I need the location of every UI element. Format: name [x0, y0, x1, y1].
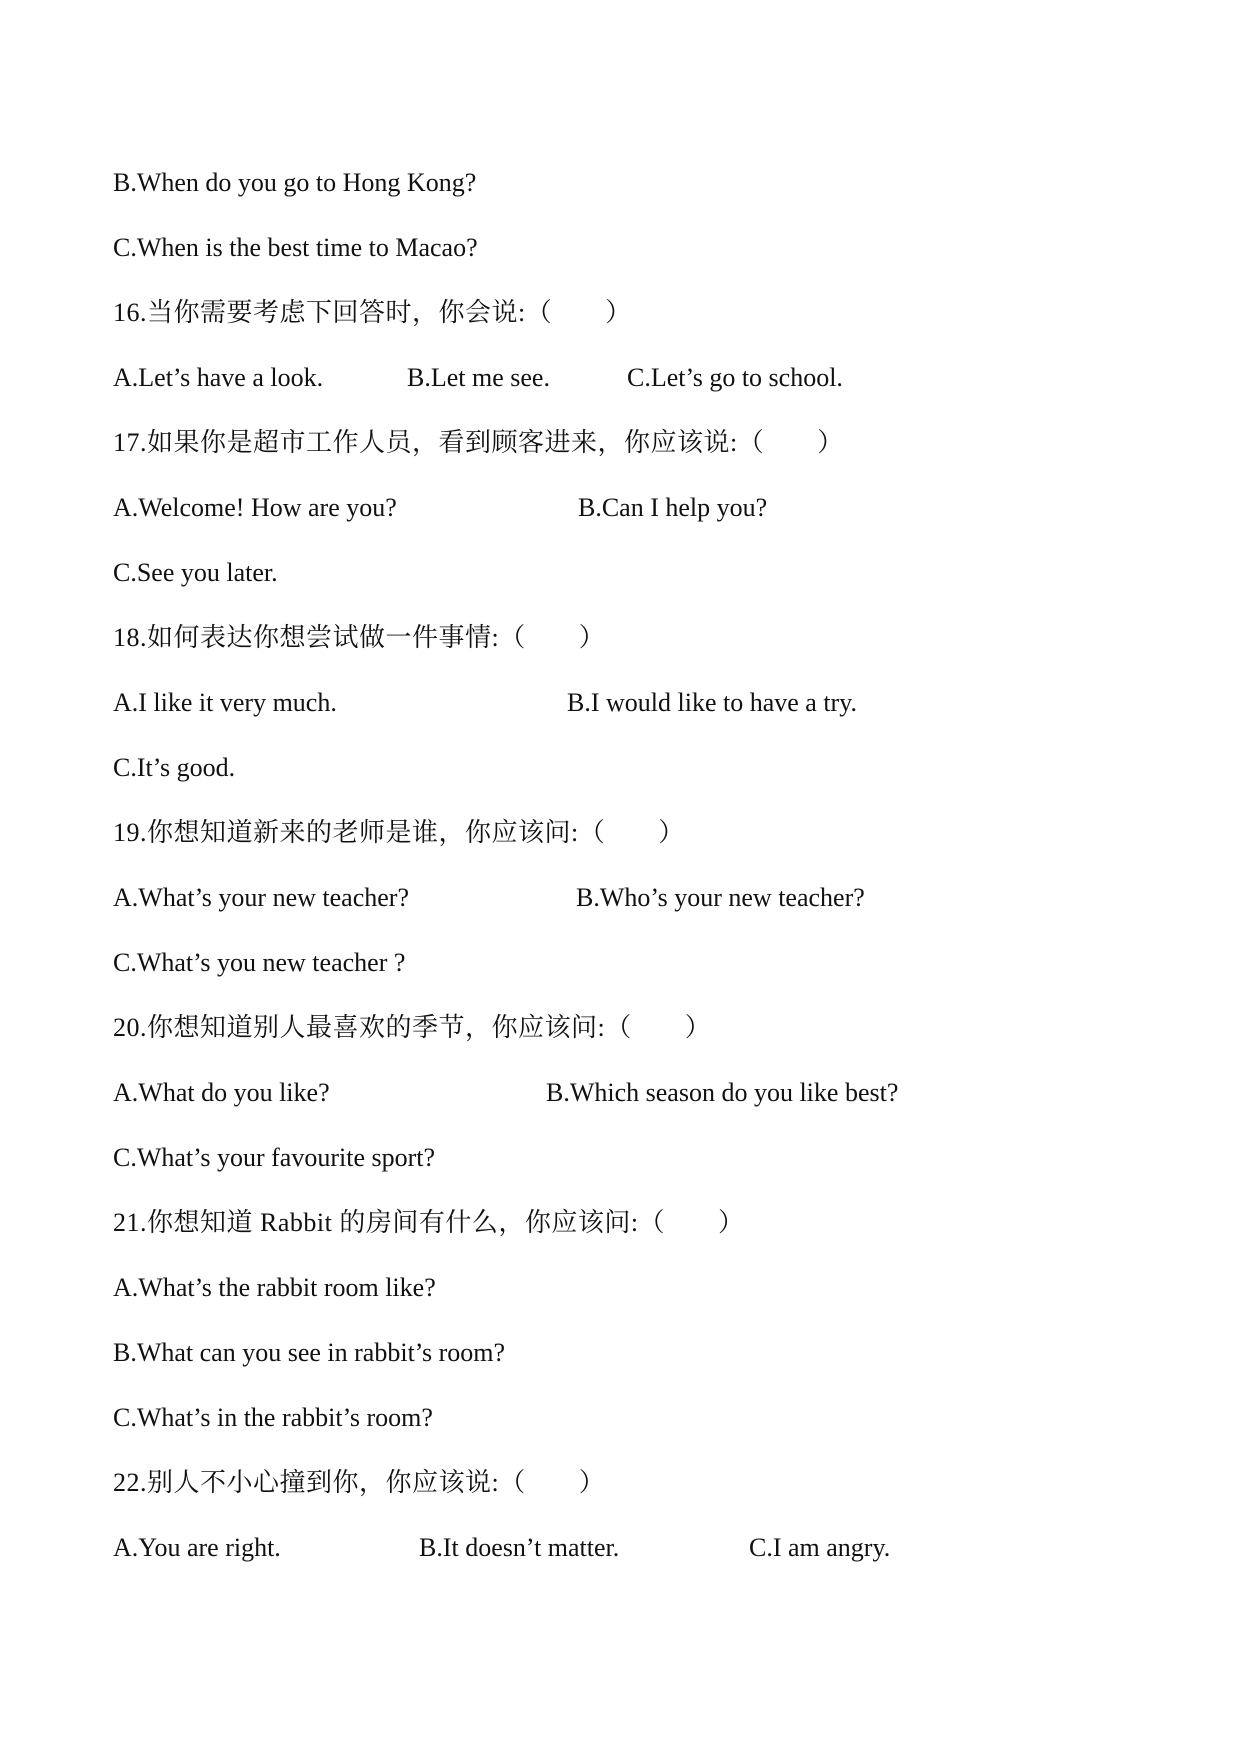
option-c-prev: C.When is the best time to Macao? — [113, 233, 478, 262]
option-b: B.Let me see. — [407, 363, 550, 392]
option-c: C.What’s your favourite sport? — [113, 1143, 436, 1172]
option-c: C.What’s in the rabbit’s room? — [113, 1403, 433, 1432]
option-c: C.It’s good. — [113, 753, 236, 782]
question-22-stem: 22.别人不小心撞到你，你应该说:（ ） — [113, 1468, 606, 1497]
option-c: C.See you later. — [113, 558, 278, 587]
question-20-stem: 20.你想知道别人最喜欢的季节，你应该问:（ ） — [113, 1013, 712, 1042]
question-19-stem: 19.你想知道新来的老师是谁，你应该问:（ ） — [113, 818, 685, 847]
option-a: A.What’s your new teacher? — [113, 883, 409, 912]
question-19-options — [113, 881, 1113, 915]
question-21-stem: 21.你想知道 Rabbit 的房间有什么，你应该问:（ ） — [113, 1208, 745, 1237]
option-b: B.I would like to have a try. — [567, 688, 858, 717]
option-b: B.Who’s your new teacher? — [576, 883, 865, 912]
question-16-stem: 16.当你需要考虑下回答时，你会说:（ ） — [113, 298, 632, 327]
option-a: A.Let’s have a look. — [113, 363, 324, 392]
option-c: C.Let’s go to school. — [627, 363, 843, 392]
question-20-options — [113, 1076, 1113, 1110]
question-17-stem: 17.如果你是超市工作人员，看到顾客进来，你应该说:（ ） — [113, 428, 844, 457]
option-b: B.What can you see in rabbit’s room? — [113, 1338, 506, 1367]
question-17-options — [113, 491, 1113, 525]
question-22-options — [113, 1531, 1113, 1565]
option-a: A.What’s the rabbit room like? — [113, 1273, 436, 1302]
question-18-options — [113, 686, 1113, 720]
option-b: B.Can I help you? — [578, 493, 768, 522]
option-a: A.What do you like? — [113, 1078, 330, 1107]
option-b: B.Which season do you like best? — [546, 1078, 899, 1107]
option-c: C.I am angry. — [749, 1533, 891, 1562]
option-b-prev: B.When do you go to Hong Kong? — [113, 168, 477, 197]
option-a: A.I like it very much. — [113, 688, 337, 717]
question-18-stem: 18.如何表达你想尝试做一件事情:（ ） — [113, 623, 606, 652]
option-b: B.It doesn’t matter. — [419, 1533, 620, 1562]
question-16-options — [113, 361, 1113, 395]
option-a: A.You are right. — [113, 1533, 281, 1562]
option-a: A.Welcome! How are you? — [113, 493, 397, 522]
option-c: C.What’s you new teacher ? — [113, 948, 406, 977]
